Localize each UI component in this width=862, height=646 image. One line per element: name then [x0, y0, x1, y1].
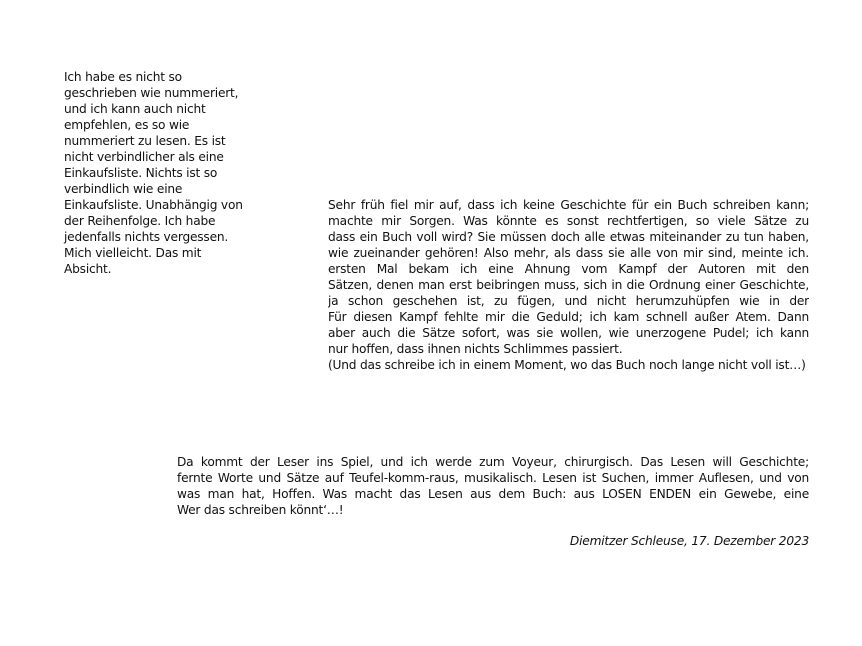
- margin-note-line: Einkaufsliste. Nichts ist so: [64, 166, 218, 180]
- margin-note-line: nicht verbindlicher als eine: [64, 150, 224, 164]
- paragraph-line: ja schon geschehen ist, zu fügen, und nicht herumzuhüpfen wie in der: [328, 294, 809, 308]
- signature-place-date: Diemitzer Schleuse, 17. Dezember 2023: [569, 534, 809, 548]
- paragraph-line: nur hoffen, dass ihnen nichts Schlimmes passiert.: [328, 342, 623, 356]
- paragraph-line: wie zueinander gehören! Also mehr, als dass sie alle von mir sind, meinte ich.: [328, 246, 809, 260]
- margin-note-line: jedenfalls nichts vergessen.: [64, 230, 229, 244]
- margin-note-line: Absicht.: [64, 262, 112, 276]
- margin-note-line: nummeriert zu lesen. Es ist: [64, 134, 226, 148]
- paragraph-line: (Und das schreibe ich in einem Moment, wo das Buch noch lange nicht voll ist…): [328, 358, 806, 372]
- margin-note-line: und ich kann auch nicht: [64, 102, 206, 116]
- paragraph-line: was man hat, Hoffen. Was macht das Lesen aus dem Buch: aus LOSEN ENDEN ein Gewebe, eine: [177, 487, 809, 501]
- paragraph-line: aber auch die Sätze sofort, was sie wollen, wie unerzogene Pudel; ich kann: [328, 326, 809, 340]
- margin-note-line: geschrieben wie nummeriert,: [64, 86, 239, 100]
- margin-note-line: verbindlich wie eine: [64, 182, 183, 196]
- main-paragraph: [328, 197, 809, 373]
- margin-note-line: Einkaufsliste. Unabhängig von: [64, 198, 243, 212]
- margin-note-line: empfehlen, es so wie: [64, 118, 190, 132]
- closing-paragraph: [177, 454, 809, 518]
- paragraph-line: Sehr früh fiel mir auf, dass ich keine Geschichte für ein Buch schreiben kann;: [328, 198, 809, 212]
- paragraph-line: Da kommt der Leser ins Spiel, und ich werde zum Voyeur, chirurgisch. Das Lesen will Geschichte;: [177, 455, 809, 469]
- margin-note-line: Mich vielleicht. Das mit: [64, 246, 202, 260]
- margin-note-line: Ich habe es nicht so: [64, 70, 182, 84]
- paragraph-line: Für diesen Kampf fehlte mir die Geduld; ich kam schnell außer Atem. Dann: [328, 310, 809, 324]
- margin-note-line: der Reihenfolge. Ich habe: [64, 214, 216, 228]
- paragraph-line: Wer das schreiben könnt‘…!: [177, 503, 344, 517]
- margin-note: [64, 69, 254, 277]
- paragraph-line: fernte Worte und Sätze auf Teufel-komm-raus, musikalisch. Lesen ist Suchen, immer Auflesen, und von: [177, 471, 809, 485]
- paragraph-line: ersten Mal bekam ich eine Ahnung vom Kampf der Autoren mit den: [328, 262, 809, 276]
- paragraph-line: Sätzen, denen man erst beibringen muss, sich in die Ordnung einer Geschichte,: [328, 278, 809, 292]
- paragraph-line: machte mir Sorgen. Was könnte es sonst rechtfertigen, so viele Sätze zu: [328, 214, 809, 228]
- paragraph-line: dass ein Buch voll wird? Sie müssen doch alle etwas miteinander zu tun haben,: [328, 230, 809, 244]
